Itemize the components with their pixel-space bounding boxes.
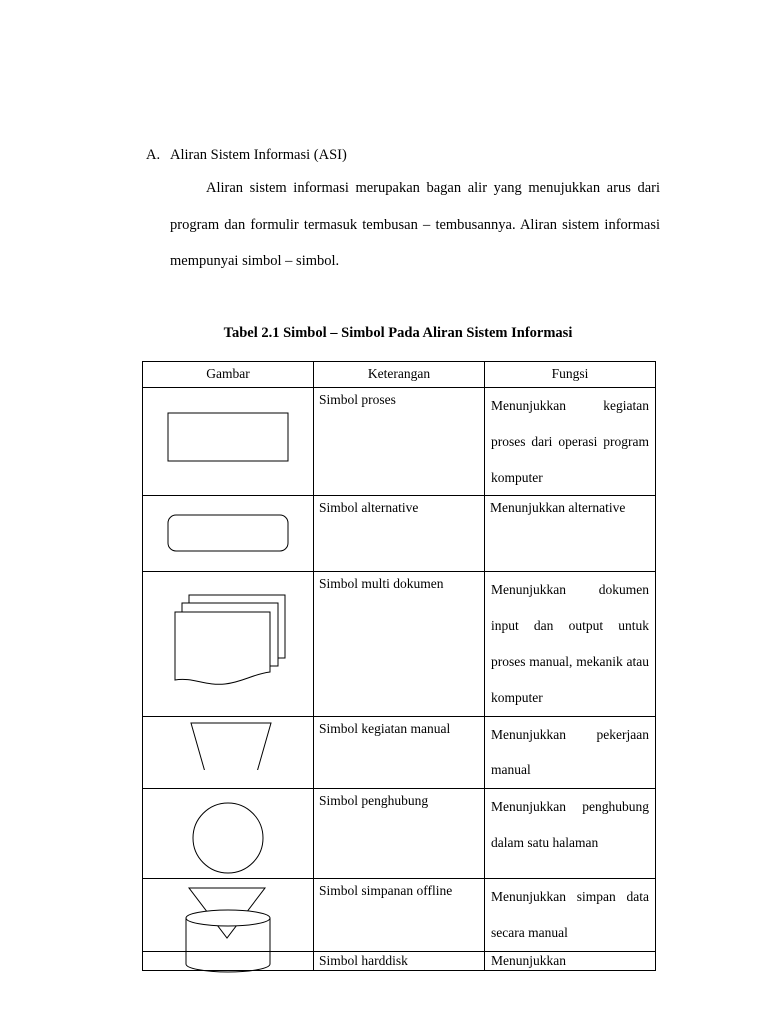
keterangan-cell: Simbol harddisk [314, 951, 485, 970]
section-title: Aliran Sistem Informasi (ASI) [170, 147, 347, 163]
fungsi-cell: Menunjukkan pekerjaan manual [485, 716, 656, 789]
process-rectangle-icon [143, 388, 313, 477]
multi-document-icon [143, 572, 313, 708]
section-paragraph: Aliran sistem informasi merupakan bagan alir yang menujukkan arus dari program dan formulir termasuk tembusan – tembusannya. Aliran sistem informasi mempunyai simbol – simbol. [170, 180, 660, 269]
table-caption: Tabel 2.1 Simbol – Simbol Pada Aliran Sistem Informasi [223, 325, 573, 341]
fungsi-cell: Menunjukkan penghubung dalam satu halaman [485, 789, 656, 879]
keterangan-cell: Simbol multi dokumen [314, 572, 485, 716]
symbol-cell [143, 789, 314, 879]
table-header-row [143, 362, 656, 388]
header-gambar: Gambar [143, 362, 314, 388]
manual-operation-trapezoid-icon [143, 717, 313, 770]
harddisk-cylinder-icon [184, 908, 276, 978]
fungsi-cell: Menunjukkan [485, 951, 656, 970]
symbol-table [142, 361, 656, 971]
fungsi-cell: Menunjukkan dokumen input dan output untuk proses manual, mekanik atau komputer [485, 572, 656, 716]
symbol-cell [143, 572, 314, 716]
keterangan-cell: Simbol proses [314, 388, 485, 496]
symbol-cell [143, 496, 314, 572]
keterangan-cell: Simbol simpanan offline [314, 879, 485, 952]
keterangan-cell: Simbol penghubung [314, 789, 485, 879]
symbol-cell [143, 716, 314, 789]
alternative-rounded-rectangle-icon [143, 496, 313, 571]
keterangan-cell: Simbol kegiatan manual [314, 716, 485, 789]
header-fungsi: Fungsi [485, 362, 656, 388]
symbol-cell [143, 388, 314, 496]
table-row [143, 496, 656, 572]
connector-circle-icon [143, 789, 313, 878]
fungsi-cell: Menunjukkan simpan data secara manual [485, 879, 656, 952]
section-letter: A. [146, 147, 161, 163]
fungsi-cell: Menunjukkan kegiatan proses dari operasi program komputer [485, 388, 656, 496]
table-row [143, 388, 656, 496]
table-row [143, 716, 656, 789]
keterangan-cell: Simbol alternative [314, 496, 485, 572]
table-row [143, 789, 656, 879]
header-keterangan: Keterangan [314, 362, 485, 388]
fungsi-cell: Menunjukkan alternative [485, 496, 656, 572]
table-row [143, 572, 656, 716]
